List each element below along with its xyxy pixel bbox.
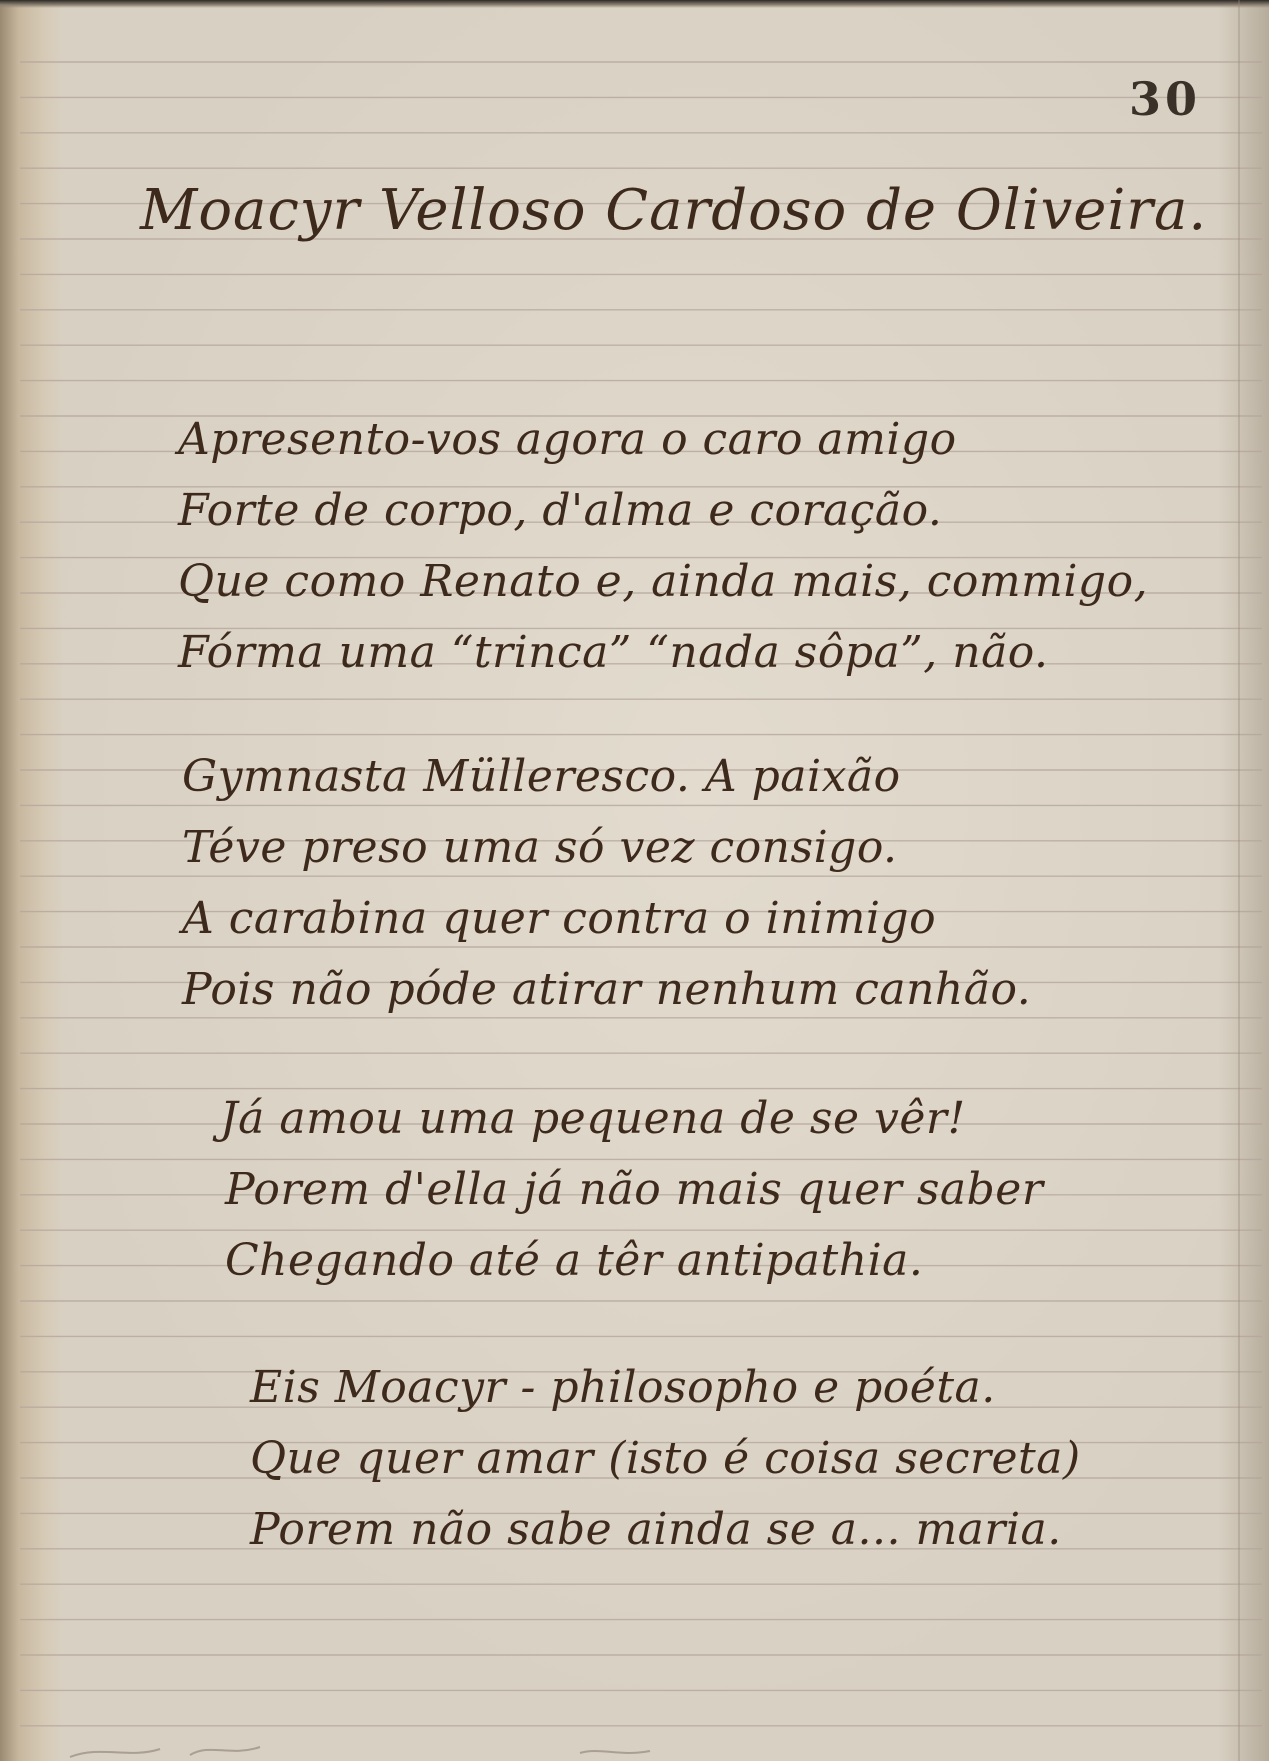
page-number: 30 xyxy=(1128,72,1201,126)
poem-title: Moacyr Velloso Cardoso de Oliveira. xyxy=(140,178,1208,243)
stanza-4-line-2: Que quer amar (isto é coisa secreta) xyxy=(250,1433,1081,1484)
stanza-1-line-1: Apresento-vos agora o caro amigo xyxy=(178,414,957,465)
stanza-4-line-1: Eis Moacyr - philosopho e poéta. xyxy=(250,1362,996,1413)
stanza-3-line-3: Chegando até a têr antipathia. xyxy=(225,1235,924,1286)
margin-line xyxy=(1238,0,1240,1761)
stanza-2-line-2: Téve preso uma só vez consigo. xyxy=(182,822,898,873)
stanza-1-line-4: Fórma uma “trinca” “nada sôpa”, não. xyxy=(178,627,1049,678)
paper-top-edge xyxy=(0,0,1269,8)
stanza-2-line-1: Gymnasta Mülleresco. A paixão xyxy=(182,751,901,802)
bottom-pencil-marks xyxy=(60,1735,680,1761)
stanza-2-line-4: Pois não póde atirar nenhum canhão. xyxy=(182,964,1032,1015)
stanza-2-line-3: A carabina quer contra o inimigo xyxy=(182,893,937,944)
stanza-1-line-3: Que como Renato e, ainda mais, commigo, xyxy=(178,556,1149,607)
stanza-1-line-2: Forte de corpo, d'alma e coração. xyxy=(178,485,943,536)
stanza-3-line-1: Já amou uma pequena de se vêr! xyxy=(220,1093,966,1144)
paper-left-edge xyxy=(0,0,62,1761)
stanza-4-line-3: Porem não sabe ainda se a... maria. xyxy=(250,1504,1062,1555)
stanza-3-line-2: Porem d'ella já não mais quer saber xyxy=(225,1164,1044,1215)
